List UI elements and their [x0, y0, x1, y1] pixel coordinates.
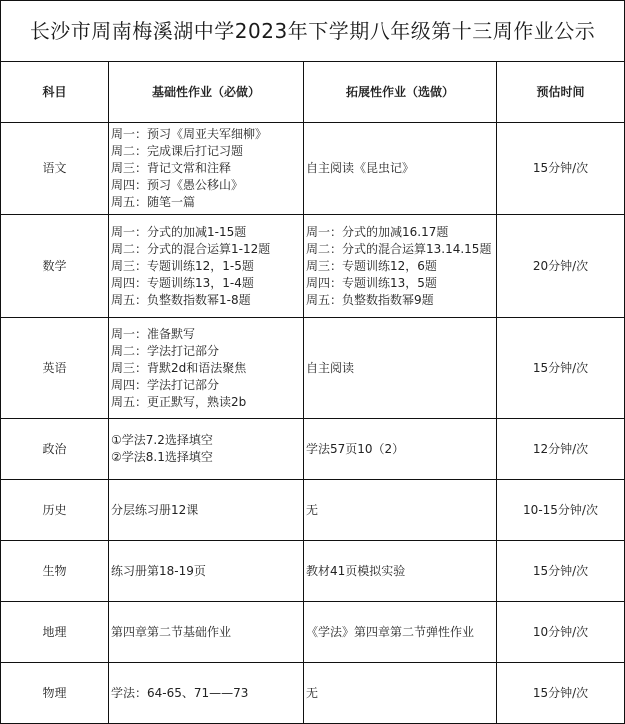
subject-cell: 生物: [1, 541, 109, 602]
extended-line: 周二：分式的混合运算13.14.15题: [306, 241, 492, 256]
subject-cell: 语文: [1, 123, 109, 215]
basic-line: 周二：学法打记部分: [111, 343, 220, 358]
extended-line: 周三：专题训练12，6题: [306, 258, 437, 273]
extended-line: 自主阅读《昆虫记》: [306, 161, 415, 175]
extended-cell: [304, 663, 497, 724]
time-cell: 15分钟/次: [497, 541, 625, 602]
extended-line: 周四：专题训练13，5题: [306, 275, 437, 290]
extended-line: 自主阅读: [306, 360, 355, 375]
time-cell: 15分钟/次: [497, 663, 625, 724]
table-row: [1, 541, 625, 602]
time-cell: 15分钟/次: [497, 318, 625, 419]
extended-cell: [304, 602, 497, 663]
basic-cell: [109, 602, 304, 663]
extended-line: 《学法》第四章第二节弹性作业: [306, 624, 475, 639]
subject-cell: 政治: [1, 419, 109, 480]
table-row: [1, 419, 625, 480]
page-title: 长沙市周南梅溪湖中学2023年下学期八年级第十三周作业公示: [1, 1, 625, 62]
subject-cell: 数学: [1, 215, 109, 318]
header-basic: 基础性作业（必做）: [109, 62, 304, 123]
extended-line: 无: [306, 685, 319, 700]
table-row: [1, 480, 625, 541]
basic-line: 周三：背记文常和注释: [111, 161, 232, 175]
basic-line: 周五：负整数指数幂1-8题: [111, 292, 251, 307]
basic-line: 周一：分式的加减1-15题: [111, 224, 247, 239]
basic-cell: [109, 419, 304, 480]
extended-line: 教材41页模拟实验: [306, 563, 406, 578]
extended-cell: [304, 480, 497, 541]
basic-line: 周五：随笔一篇: [111, 195, 196, 209]
extended-line: 周一：分式的加减16.17题: [306, 224, 449, 239]
header-time: 预估时间: [497, 62, 625, 123]
table-row: [1, 318, 625, 419]
basic-line: 第四章第二节基础作业: [111, 624, 232, 639]
basic-line: 周五：更正默写，熟读2b: [111, 394, 247, 409]
basic-line: ①学法7.2选择填空: [111, 433, 213, 447]
extended-cell: [304, 318, 497, 419]
basic-cell: [109, 123, 304, 215]
table-row: [1, 602, 625, 663]
basic-line: ②学法8.1选择填空: [111, 450, 213, 464]
basic-line: 周二：完成课后打记习题: [111, 144, 244, 158]
time-cell: 10分钟/次: [497, 602, 625, 663]
subject-cell: 英语: [1, 318, 109, 419]
header-extended: 拓展性作业（选做）: [304, 62, 497, 123]
basic-line: 周四：预习《愚公移山》: [111, 178, 244, 192]
basic-line: 周一：预习《周亚夫军细柳》: [111, 127, 268, 141]
basic-line: 周四：学法打记部分: [111, 377, 220, 392]
time-cell: 12分钟/次: [497, 419, 625, 480]
basic-line: 周二：分式的混合运算1-12题: [111, 241, 271, 256]
basic-cell: [109, 663, 304, 724]
extended-line: 周五：负整数指数幂9题: [306, 292, 434, 307]
basic-cell: [109, 318, 304, 419]
title-row: [1, 1, 625, 62]
basic-line: 学法：64-65、71——73: [111, 685, 249, 700]
extended-cell: [304, 419, 497, 480]
extended-line: 无: [306, 502, 319, 517]
extended-cell: [304, 541, 497, 602]
basic-line: 周三：背默2d和语法聚焦: [111, 360, 247, 375]
basic-line: 分层练习册12课: [111, 502, 199, 517]
basic-line: 练习册第18-19页: [111, 563, 206, 578]
subject-cell: 物理: [1, 663, 109, 724]
time-cell: 20分钟/次: [497, 215, 625, 318]
time-cell: 15分钟/次: [497, 123, 625, 215]
subject-cell: 历史: [1, 480, 109, 541]
header-subject: 科目: [1, 62, 109, 123]
basic-cell: [109, 215, 304, 318]
header-row: [1, 62, 625, 123]
basic-line: 周四：专题训练13，1-4题: [111, 275, 254, 290]
basic-cell: [109, 480, 304, 541]
extended-cell: [304, 215, 497, 318]
extended-cell: [304, 123, 497, 215]
subject-cell: 地理: [1, 602, 109, 663]
table-row: [1, 123, 625, 215]
basic-line: 周三：专题训练12，1-5题: [111, 258, 254, 273]
table-row: [1, 663, 625, 724]
basic-cell: [109, 541, 304, 602]
time-cell: 10-15分钟/次: [497, 480, 625, 541]
table-row: [1, 215, 625, 318]
basic-line: 周一：准备默写: [111, 326, 196, 341]
extended-line: 学法57页10（2）: [306, 441, 405, 456]
